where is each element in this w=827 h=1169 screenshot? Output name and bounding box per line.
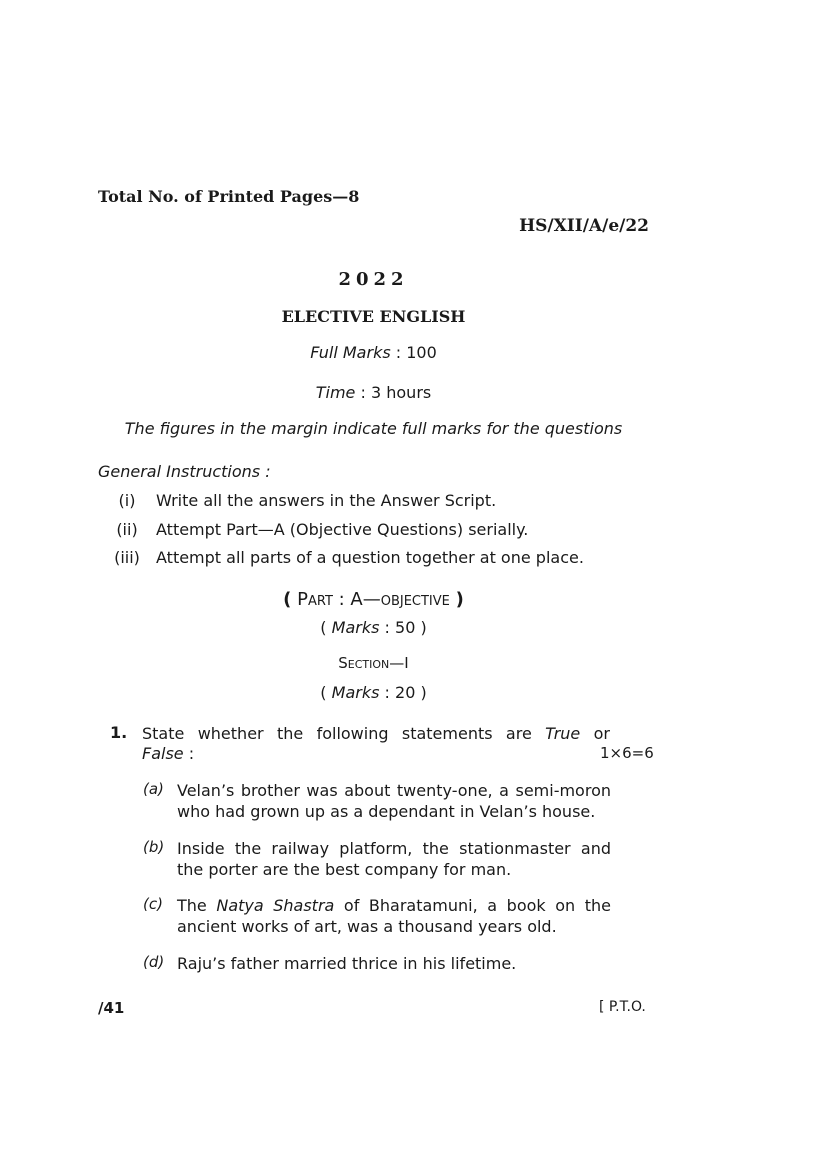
- page-code: /41: [98, 999, 125, 1017]
- option-line: ancient works of art, was a thousand years old.: [177, 917, 557, 936]
- question-text: [142, 723, 610, 744]
- time-label: Time: [315, 383, 356, 402]
- instruction-item: [98, 520, 528, 539]
- exam-time: [0, 383, 747, 402]
- paper-code: HS/XII/A/e/22: [519, 216, 649, 236]
- instruction-number: (ii): [116, 520, 138, 539]
- question-true: True: [545, 724, 581, 743]
- question-text-main: State whether the following statements are: [142, 724, 532, 743]
- option-line-post: of Bharatamuni, a book on the: [343, 896, 611, 915]
- part-title-text: Part : A—objective: [297, 589, 450, 610]
- question-text-line2: [142, 744, 194, 763]
- question-colon: :: [188, 744, 195, 763]
- pto-marker: [ P.T.O.: [599, 999, 646, 1015]
- section-title: Section—I: [338, 654, 409, 672]
- part-paren-close: ): [455, 589, 464, 610]
- exam-year: 2022: [338, 269, 409, 290]
- option-label: (a): [143, 780, 164, 798]
- option-line: [177, 895, 611, 916]
- instruction-number: (iii): [114, 548, 140, 567]
- part-marks-value: : 50 ): [384, 618, 427, 637]
- instruction-item: [98, 491, 496, 510]
- option-line: Raju’s father married thrice in his lifetime.: [177, 954, 517, 973]
- instruction-text: Attempt all parts of a question together at one place.: [156, 548, 584, 567]
- question-false: False: [142, 744, 184, 763]
- time-value: : 3 hours: [360, 383, 432, 402]
- option-text: [177, 780, 611, 822]
- margin-note: The figures in the margin indicate full marks for the questions: [124, 419, 623, 438]
- option-line: the porter are the best company for man.: [177, 860, 512, 879]
- full-marks: [0, 343, 747, 362]
- option-line: Velan’s brother was about twenty-one, a semi-moron: [177, 781, 611, 800]
- book-title: Natya Shastra: [216, 896, 335, 915]
- general-instructions-heading: General Instructions :: [98, 462, 271, 481]
- question-number: 1.: [110, 723, 128, 742]
- instruction-number: (i): [118, 491, 136, 510]
- full-marks-value: : 100: [395, 343, 437, 362]
- option-text: [177, 838, 611, 880]
- part-marks-label: Marks: [331, 618, 380, 637]
- option-text: [177, 895, 611, 937]
- section-marks-label: Marks: [331, 683, 380, 702]
- question-marks: 1×6=6: [600, 744, 654, 762]
- instruction-item: [98, 548, 584, 567]
- section-marks-open: (: [320, 683, 327, 702]
- part-title: [0, 589, 747, 610]
- part-marks-open: (: [320, 618, 327, 637]
- part-marks: [0, 618, 747, 637]
- part-paren-open: (: [283, 589, 292, 610]
- question-or: or: [593, 724, 610, 743]
- instruction-text: Write all the answers in the Answer Script.: [156, 491, 497, 510]
- option-line: Inside the railway platform, the stationmaster and: [177, 839, 611, 858]
- section-marks: [0, 683, 747, 702]
- full-marks-label: Full Marks: [310, 343, 391, 362]
- printed-pages-count: Total No. of Printed Pages—8: [98, 187, 360, 206]
- option-label: (b): [143, 838, 165, 856]
- option-label: (d): [143, 953, 165, 971]
- option-text: [177, 953, 611, 974]
- subject-title: ELECTIVE ENGLISH: [281, 307, 466, 326]
- option-line-pre: The: [177, 896, 207, 915]
- section-marks-value: : 20 ): [384, 683, 427, 702]
- instruction-text: Attempt Part—A (Objective Questions) serially.: [156, 520, 529, 539]
- option-line: who had grown up as a dependant in Velan’s house.: [177, 802, 596, 821]
- option-label: (c): [143, 895, 163, 913]
